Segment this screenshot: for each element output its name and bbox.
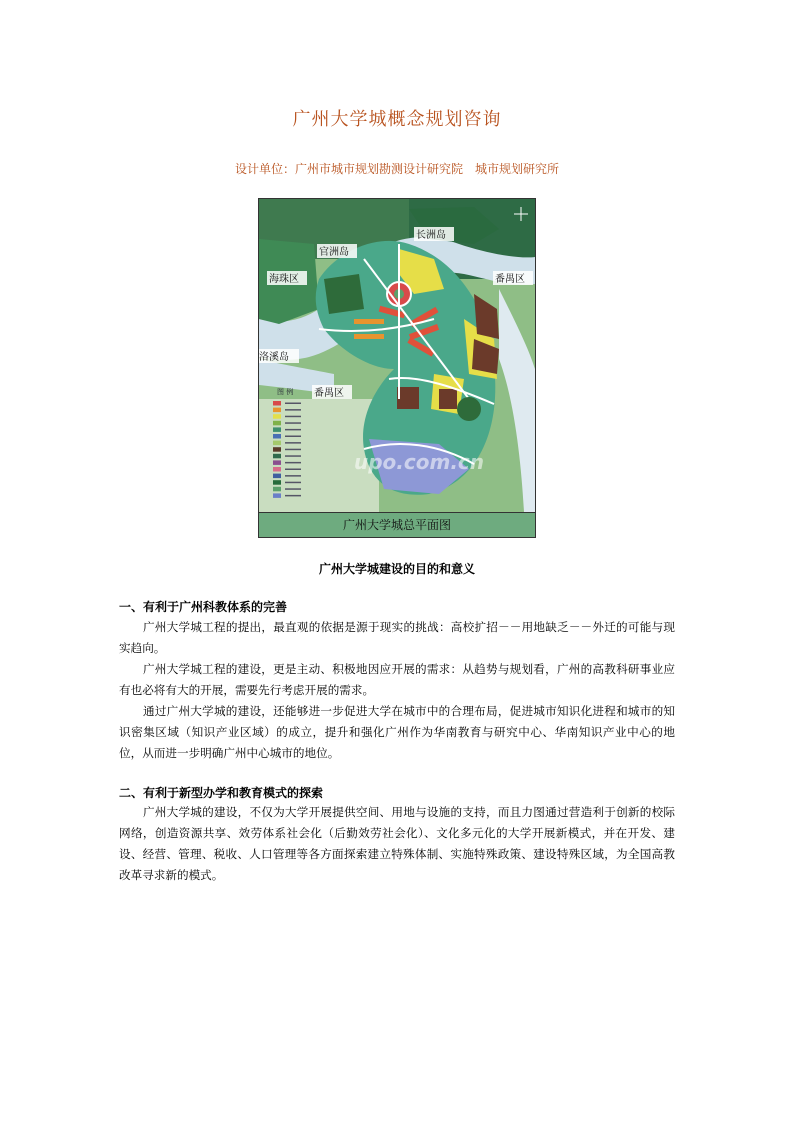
legend-label-line <box>285 409 301 411</box>
section-heading: 广州大学城建设的目的和意义 <box>318 562 475 576</box>
legend-label-line <box>285 436 301 438</box>
legend-swatch <box>273 427 281 432</box>
watermark: upo.com.cn <box>354 450 485 474</box>
legend-label-line <box>285 403 301 405</box>
legend-swatch <box>273 467 281 472</box>
label-panyu-district-east: 番禺区 <box>495 274 525 285</box>
legend-title: 图 例 <box>277 388 294 396</box>
legend-swatch <box>273 441 281 446</box>
legend-label-line <box>285 495 301 497</box>
section2-paragraph-1: 广州大学城的建设，不仅为大学开展提供空间、用地与设施的支持，而且力图通过营造利于创新的校际网络，创造资源共享、效劳体系社会化（后勤效劳社会化）、文化多元化的大学开展新模式，并在开发、建设、经营、管理、税收、人口管理等各方面探索建立特殊体制、实施特殊政策、建设特殊区域，为全国高教改革寻求新的模式。 <box>119 805 675 882</box>
legend-swatch <box>273 474 281 479</box>
legend-swatch <box>273 460 281 465</box>
legend-label-line <box>285 462 301 464</box>
section1-paragraph-2: 广州大学城工程的建设，更是主动、积极地因应开展的需求：从趋势与规划看，广州的高教科研事业应有也必将有大的开展，需要先行考虑开展的需求。 <box>119 662 675 697</box>
legend-label-line <box>285 475 301 477</box>
label-panyu-district-south: 番禺区 <box>314 388 344 399</box>
legend-swatch <box>273 408 281 413</box>
legend-swatch <box>273 454 281 459</box>
label-changzhou-island: 长洲岛 <box>416 230 446 241</box>
legend-label-line <box>285 482 301 484</box>
legend-swatch <box>273 414 281 419</box>
legend-swatch <box>273 434 281 439</box>
legend-label-line <box>285 416 301 418</box>
legend-label-line <box>285 429 301 431</box>
legend-label-line <box>285 488 301 490</box>
legend-swatch <box>273 401 281 406</box>
label-luoxi-island: 洛溪岛 <box>259 352 289 363</box>
legend-swatch <box>273 421 281 426</box>
design-unit: 设计单位：广州市城市规划勘测设计研究院 城市规划研究所 <box>234 162 559 176</box>
legend-label-line <box>285 449 301 451</box>
legend-label-line <box>285 442 301 444</box>
figure-caption: 广州大学城总平面图 <box>259 512 535 537</box>
label-haizhu-district: 海珠区 <box>269 274 299 285</box>
section1-paragraph-1: 广州大学城工程的提出，最直观的依据是源于现实的挑战：高校扩招－－用地缺乏－－外迁的可能与现实趋向。 <box>119 620 675 655</box>
legend-swatch <box>273 493 281 498</box>
section1-paragraph-3: 通过广州大学城的建设，还能够进一步促进大学在城市中的合理布局，促进城市知识化进程和城市的知识密集区域（知识产业区域）的成立，提升和强化广州作为华南教育与研究中心、华南知识产业中心的地位，从而进一步明确广州中心城市的地位。 <box>119 704 675 760</box>
legend-swatch <box>273 447 281 452</box>
document-title: 广州大学城概念规划咨询 <box>292 109 502 130</box>
legend-label-line <box>285 469 301 471</box>
label-guanzhou-island: 官洲岛 <box>319 247 349 258</box>
legend-label-line <box>285 455 301 457</box>
section1-title: 一、有利于广州科教体系的完善 <box>119 600 288 614</box>
master-plan-map <box>259 199 535 512</box>
legend-swatch <box>273 487 281 492</box>
section2-title: 二、有利于新型办学和教育模式的探索 <box>119 786 324 800</box>
legend-label-line <box>285 422 301 424</box>
master-plan-figure <box>258 198 536 538</box>
legend-swatch <box>273 480 281 485</box>
